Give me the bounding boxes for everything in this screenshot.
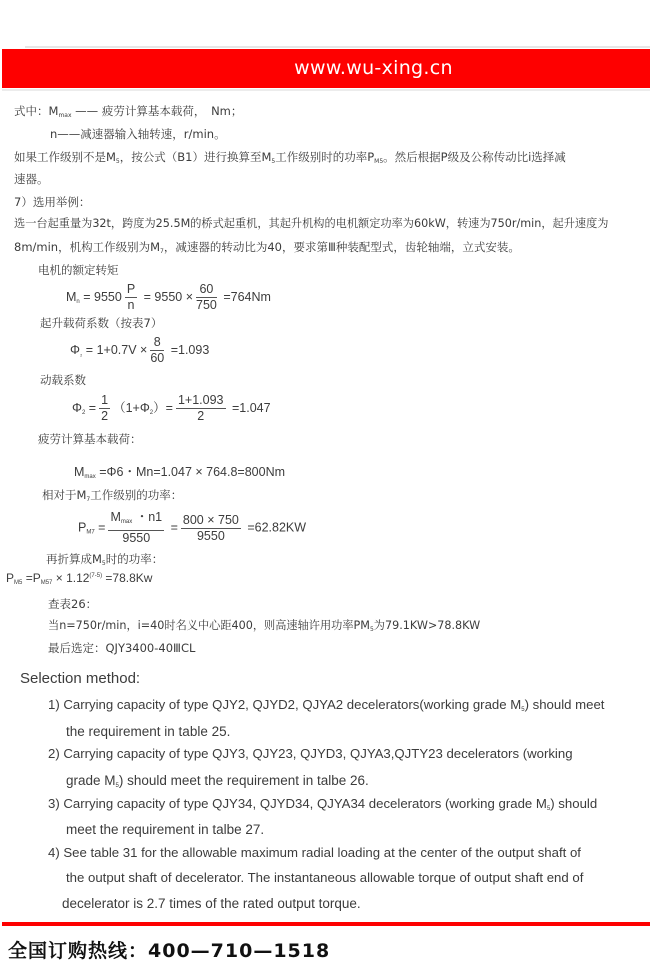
text: 1) Carrying capacity of type QJY2, QJYD2, QJYA2 decelerators(working grade M — [48, 697, 522, 712]
subscript: 5 — [115, 783, 119, 789]
legend-text: —— 疲劳计算基本载荷， Nm； — [71, 104, 243, 118]
text: =Φ6・Mn=1.047 × 764.8=800Nm — [95, 465, 286, 479]
selection-method-heading: Selection method: — [20, 670, 141, 687]
text: 工作级别的功率： — [90, 488, 183, 502]
selection-item-3-line-2: meet the requirement in talbe 27. — [66, 822, 265, 837]
symbol: P — [6, 571, 15, 585]
table-lookup-label: 查表26： — [48, 597, 98, 611]
torque-label: 电机的额定转矩 — [38, 263, 119, 277]
symbol: M — [74, 465, 85, 479]
text: = — [94, 520, 106, 535]
subscript: M5 — [14, 580, 23, 586]
text: ) should — [550, 796, 598, 811]
subscript: max — [120, 519, 133, 525]
header-top-rule — [25, 46, 650, 48]
denominator: 9550 — [196, 528, 225, 543]
dynamic-factor-label: 动载系数 — [40, 373, 86, 387]
order-hotline: 全国订购热线：400—710—1518 — [8, 940, 331, 962]
text: =P — [22, 571, 41, 585]
symbol: M — [110, 510, 121, 524]
lift-factor-formula — [70, 335, 209, 366]
site-url[interactable]: www.wu-xing.cn — [294, 57, 453, 79]
text: = — [85, 400, 97, 415]
symbol: M — [66, 289, 77, 304]
selection-item-4-line-1: 4) See table 31 for the allowable maximum radial loading at the center of the output shaft of — [48, 845, 581, 860]
text: 8m/min，机构工作级别为M — [14, 240, 161, 254]
text: 工作级别时的功率P — [275, 150, 375, 164]
subscript: 2 — [81, 409, 86, 416]
formula-legend-n: n——减速器输入轴转速，r/min。 — [50, 127, 226, 141]
text: = 9550 × — [140, 289, 193, 304]
subscript: 5 — [101, 560, 106, 567]
lift-factor-label: 起升载荷系数（按表7） — [40, 316, 163, 330]
text: grade M — [66, 773, 116, 788]
selection-item-2-line-2 — [66, 773, 369, 789]
subscript: n — [76, 298, 80, 305]
selection-item-2-line-1: 2) Carrying capacity of type QJY3, QJY23, QJYD3, QJYA3,QJTY23 decelerators (working — [48, 746, 573, 761]
power-m7-formula — [78, 510, 306, 546]
fatigue-load-label: 疲劳计算基本载荷： — [38, 432, 142, 446]
text: = 1+0.7V × — [82, 342, 148, 357]
header-banner — [2, 49, 650, 88]
selection-item-1-line-2: the requirement in table 25. — [66, 724, 231, 739]
text: ・n1 — [132, 510, 163, 524]
dynamic-factor-formula — [72, 393, 271, 424]
table-lookup-result — [48, 619, 480, 637]
text: ）= — [153, 400, 173, 415]
numerator: 60 — [196, 282, 217, 298]
symbol: Φ — [70, 342, 80, 357]
text: 再折算成M — [46, 552, 102, 566]
numerator: 800 × 750 — [182, 512, 239, 527]
subscript: M57 — [40, 580, 53, 586]
power-m5-label — [46, 552, 163, 571]
power-m7-label — [42, 488, 182, 507]
formula-legend-mmax — [14, 104, 242, 123]
symbol: M — [48, 104, 59, 118]
text: ) should meet — [524, 697, 605, 712]
subscript: ₂ — [79, 351, 83, 358]
intro-paragraph-line — [14, 150, 566, 169]
subscript: 5 — [115, 158, 120, 165]
text: × 1.12 — [52, 571, 90, 585]
text: 为79.1KW>78.8KW — [373, 619, 481, 632]
fraction — [176, 393, 226, 424]
numerator — [108, 510, 164, 531]
symbol: P — [78, 520, 87, 535]
fraction — [150, 335, 164, 366]
subscript: 5 — [521, 707, 525, 713]
header-bottom-rule — [2, 89, 650, 91]
selection-item-4-line-3: decelerator is 2.7 times of the rated output torque. — [62, 896, 361, 911]
subscript: M7 — [86, 529, 95, 536]
power-m5-formula — [6, 571, 152, 586]
selection-item-1-line-1 — [48, 697, 604, 713]
exponent: (7-5) — [89, 573, 103, 579]
text: 时的功率： — [105, 552, 164, 566]
torque-formula — [66, 282, 271, 313]
fraction — [125, 282, 137, 313]
result: =62.82KW — [243, 520, 307, 535]
text: = 9550 — [79, 289, 122, 304]
denominator: 2 — [197, 409, 205, 423]
text: 3) Carrying capacity of type QJY34, QJYD34, QJYA34 decelerators (working grade M — [48, 796, 547, 811]
fraction — [196, 282, 217, 313]
result: =1.047 — [228, 400, 271, 415]
numerator: 8 — [150, 335, 164, 351]
result: =1.093 — [167, 342, 210, 357]
subscript: 7 — [86, 496, 91, 503]
subscript: 2 — [149, 409, 154, 416]
fraction — [99, 393, 110, 424]
text: 当n=750r/min，i=40时名义中心距400，则高速轴许用功率PM — [48, 619, 370, 632]
denominator: 2 — [101, 409, 109, 423]
text: ，减速器的转动比为40，要求第Ⅲ种装配型式，齿轮轴端，立式安装。 — [163, 240, 520, 254]
fraction — [181, 513, 241, 544]
denominator: n — [127, 298, 135, 312]
result: =764Nm — [219, 289, 271, 304]
result: =78.8Kw — [102, 571, 153, 585]
symbol: Φ — [72, 400, 82, 415]
example-title: 7）选用举例： — [14, 195, 91, 209]
numerator: P — [126, 282, 136, 296]
numerator: 1 — [101, 393, 109, 407]
numerator: 1+1.093 — [177, 393, 224, 407]
subscript: 5 — [546, 806, 551, 812]
selection-item-4-line-2: the output shaft of decelerator. The instantaneous allowable torque of output shaft end of — [66, 870, 584, 885]
legend-prefix: 式中： — [14, 104, 49, 118]
footer-divider — [2, 922, 650, 926]
text: ) should meet the requirement in talbe 26. — [118, 773, 369, 788]
subscript: M5 — [374, 158, 384, 165]
denominator: 750 — [196, 298, 217, 312]
example-line — [14, 240, 520, 259]
fraction — [108, 510, 164, 546]
intro-paragraph-line: 速器。 — [14, 172, 49, 186]
subscript: max — [84, 474, 96, 480]
denominator: 60 — [150, 351, 165, 365]
subscript: 7 — [160, 248, 164, 255]
text: 如果工作级别不是M — [14, 150, 116, 164]
text: 相对于M — [42, 488, 87, 502]
text: （1+Φ — [113, 400, 150, 415]
text: ，按公式（B1）进行换算至M — [119, 150, 272, 164]
text: 。然后根据P级及公称传动比i选择减 — [383, 150, 566, 164]
fatigue-load-formula — [74, 462, 285, 480]
text: = — [167, 520, 178, 535]
selection-item-3-line-1 — [48, 796, 597, 812]
final-selection: 最后选定：QJY3400-40ⅢCL — [48, 641, 196, 655]
subscript: 5 — [271, 158, 276, 165]
subscript: max — [58, 112, 72, 119]
subscript: 5 — [369, 626, 374, 633]
denominator: 9550 — [122, 531, 151, 545]
example-line: 选一台起重量为32t，跨度为25.5M的桥式起重机，其起升机构的电机额定功率为60kW，转速为750r/min，起升速度为 — [14, 217, 609, 230]
